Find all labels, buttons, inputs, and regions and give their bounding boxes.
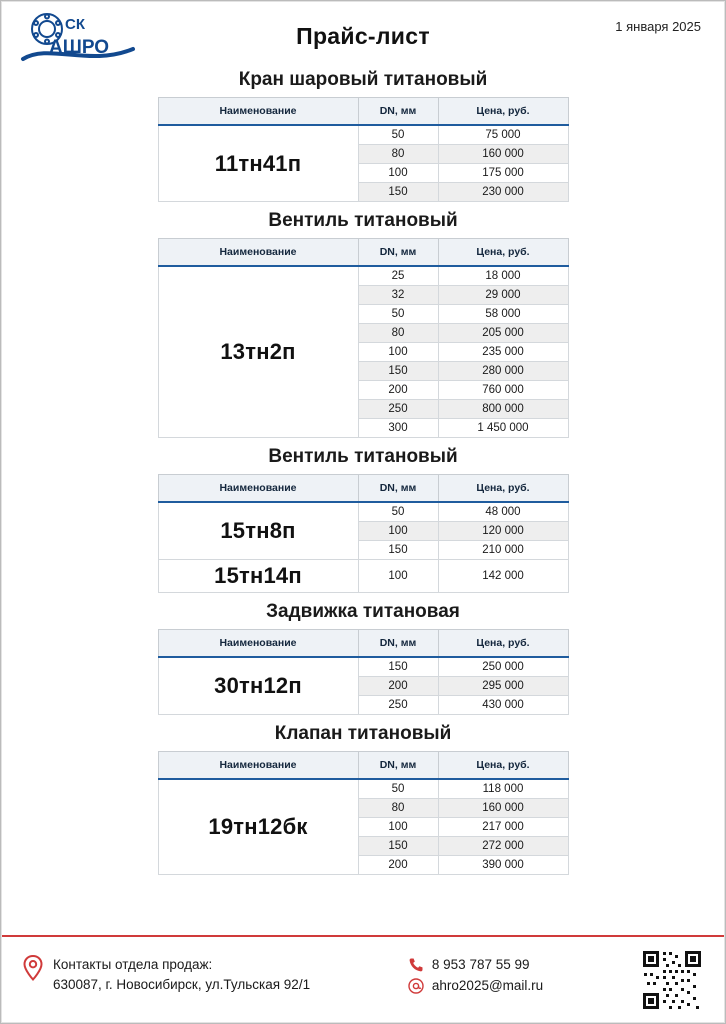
cell-dn: 100 [358, 164, 438, 183]
column-header-dn: DN, мм [358, 630, 438, 658]
cell-price: 295 000 [438, 677, 568, 696]
column-header-price: Цена, руб. [438, 98, 568, 126]
column-header-name: Наименование [158, 475, 358, 503]
company-logo [19, 9, 139, 71]
cell-dn: 80 [358, 324, 438, 343]
cell-price: 120 000 [438, 522, 568, 541]
table-row [158, 125, 568, 145]
product-name: 30тн12п [158, 657, 358, 715]
email-row[interactable] [408, 976, 543, 997]
cell-dn: 100 [358, 818, 438, 837]
document-date: 1 января 2025 [615, 19, 701, 34]
table-header-row [158, 752, 568, 780]
section-title: Задвижка титановая [266, 601, 460, 622]
phone-icon [408, 957, 424, 973]
column-header-price: Цена, руб. [438, 630, 568, 658]
column-header-name: Наименование [158, 630, 358, 658]
column-header-name: Наименование [158, 98, 358, 126]
cell-price: 280 000 [438, 362, 568, 381]
cell-price: 250 000 [438, 657, 568, 677]
table-header-row [158, 475, 568, 503]
column-header-price: Цена, руб. [438, 239, 568, 267]
table-header-row [158, 239, 568, 267]
price-section [19, 210, 707, 438]
cell-dn: 200 [358, 856, 438, 875]
product-name: 19тн12бк [158, 779, 358, 875]
cell-price: 160 000 [438, 145, 568, 164]
price-table [158, 238, 569, 438]
cell-price: 205 000 [438, 324, 568, 343]
cell-dn: 80 [358, 145, 438, 164]
price-table [158, 629, 569, 715]
document-footer [1, 935, 725, 1023]
cell-price: 390 000 [438, 856, 568, 875]
price-table [158, 751, 569, 875]
email-address: ahro2025@mail.ru [431, 977, 544, 993]
cell-price: 29 000 [438, 286, 568, 305]
cell-dn: 150 [358, 541, 438, 560]
cell-price: 800 000 [438, 400, 568, 419]
document-header [1, 1, 725, 61]
table-header-row [158, 630, 568, 658]
cell-dn: 100 [358, 560, 438, 593]
cell-dn: 50 [358, 779, 438, 799]
cell-dn: 32 [358, 286, 438, 305]
table-row [158, 266, 568, 286]
column-header-dn: DN, мм [358, 239, 438, 267]
phone-number: 8 953 787 55 99 [431, 957, 530, 972]
price-table [158, 474, 569, 593]
cell-price: 272 000 [438, 837, 568, 856]
cell-dn: 300 [358, 419, 438, 438]
qr-code[interactable] [641, 949, 703, 1011]
cell-dn: 250 [358, 400, 438, 419]
cell-dn: 25 [358, 266, 438, 286]
cell-price: 210 000 [438, 541, 568, 560]
table-header-row [158, 98, 568, 126]
cell-price: 48 000 [438, 502, 568, 522]
page-title: Прайс-лист [296, 23, 430, 49]
cell-dn: 200 [358, 677, 438, 696]
section-title: Кран шаровый титановый [238, 69, 488, 90]
cell-dn: 50 [358, 305, 438, 324]
product-name: 13тн2п [158, 266, 358, 438]
cell-price: 235 000 [438, 343, 568, 362]
cell-dn: 80 [358, 799, 438, 818]
cell-price: 430 000 [438, 696, 568, 715]
column-header-price: Цена, руб. [438, 752, 568, 780]
cell-dn: 200 [358, 381, 438, 400]
price-sections [1, 69, 725, 875]
sales-contacts-label: Контакты отдела продаж: [53, 957, 213, 972]
table-row [158, 779, 568, 799]
cell-price: 217 000 [438, 818, 568, 837]
cell-dn: 150 [358, 362, 438, 381]
table-row [158, 502, 568, 522]
column-header-dn: DN, мм [358, 98, 438, 126]
cell-price: 58 000 [438, 305, 568, 324]
company-address: 630087, г. Новосибирск, ул.Тульская 92/1 [53, 976, 311, 992]
location-pin-icon [23, 955, 43, 981]
section-title: Вентиль титановый [268, 210, 458, 231]
price-section [19, 446, 707, 593]
svg-text:СК: СК [65, 16, 85, 33]
cell-price: 1 450 000 [438, 419, 568, 438]
cell-dn: 150 [358, 183, 438, 202]
price-section [19, 69, 707, 202]
product-name: 15тн14п [158, 560, 358, 593]
cell-price: 118 000 [438, 779, 568, 799]
section-title: Клапан титановый [274, 723, 452, 744]
svg-text:АШРО: АШРО [49, 37, 110, 58]
product-name: 15тн8п [158, 502, 358, 560]
price-table [158, 97, 569, 202]
cell-price: 160 000 [438, 799, 568, 818]
cell-dn: 150 [358, 657, 438, 677]
cell-dn: 150 [358, 837, 438, 856]
column-header-dn: DN, мм [358, 475, 438, 503]
table-row [158, 560, 568, 593]
cell-price: 75 000 [438, 125, 568, 145]
phone-row[interactable] [408, 955, 543, 976]
column-header-name: Наименование [158, 752, 358, 780]
section-title: Вентиль титановый [268, 446, 458, 467]
cell-price: 760 000 [438, 381, 568, 400]
email-icon [408, 978, 424, 994]
product-name: 11тн41п [158, 125, 358, 202]
cell-price: 18 000 [438, 266, 568, 286]
column-header-dn: DN, мм [358, 752, 438, 780]
cell-dn: 50 [358, 502, 438, 522]
price-section [19, 723, 707, 875]
price-section [19, 601, 707, 715]
cell-price: 142 000 [438, 560, 568, 593]
column-header-price: Цена, руб. [438, 475, 568, 503]
cell-dn: 100 [358, 343, 438, 362]
cell-dn: 250 [358, 696, 438, 715]
column-header-name: Наименование [158, 239, 358, 267]
table-row [158, 657, 568, 677]
cell-dn: 100 [358, 522, 438, 541]
cell-dn: 50 [358, 125, 438, 145]
cell-price: 175 000 [438, 164, 568, 183]
cell-price: 230 000 [438, 183, 568, 202]
